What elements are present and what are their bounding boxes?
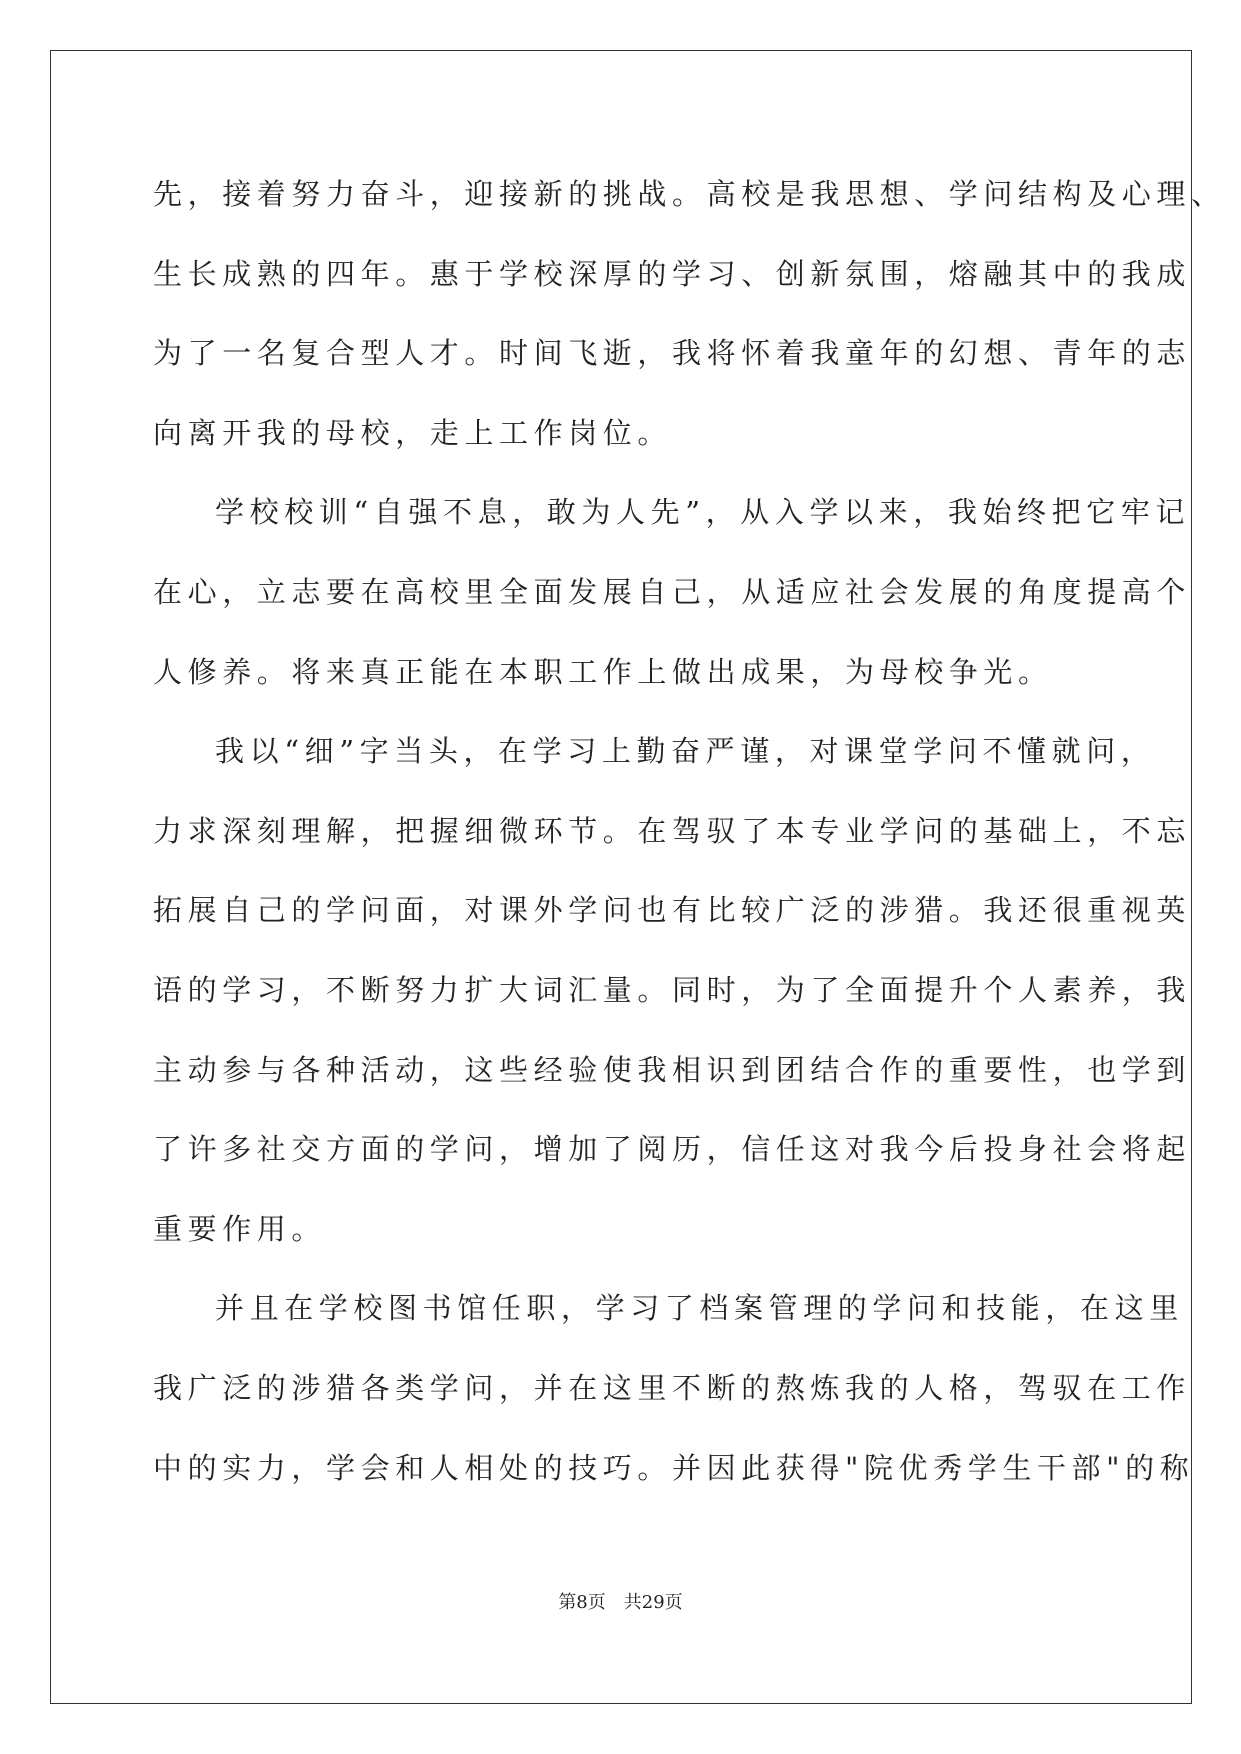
text-line: 先，接着努力奋斗，迎接新的挑战。高校是我思想、学问结构及心理、 — [153, 177, 1226, 211]
text-line: 生长成熟的四年。惠于学校深厚的学习、创新氛围，熔融其中的我成 — [153, 256, 1192, 291]
text-line: 重要作用。 — [153, 1211, 327, 1246]
total-pages-label: 共29页 — [623, 1592, 683, 1613]
text-line: 语的学习，不断努力扩大词汇量。同时，为了全面提升个人素养，我 — [153, 972, 1192, 1007]
page-footer — [0, 1588, 1241, 1614]
text-line: 人修养。将来真正能在本职工作上做出成果，为母校争光。 — [153, 654, 1053, 689]
document-body — [153, 155, 1226, 1508]
text-line: 我以“细”字当头，在学习上勤奋严谨，对课堂学问不懂就问， — [215, 734, 1156, 769]
text-line: 为了一名复合型人才。时间飞逝，我将怀着我童年的幻想、青年的志 — [153, 336, 1192, 371]
text-line: 向离开我的母校，走上工作岗位。 — [153, 415, 673, 450]
text-line: 了许多社交方面的学问，增加了阅历，信任这对我今后投身社会将起 — [153, 1132, 1192, 1167]
text-line: 中的实力，学会和人相处的技巧。并因此获得"院优秀学生干部"的称 — [153, 1450, 1195, 1485]
text-line: 主动参与各种活动，这些经验使我相识到团结合作的重要性，也学到 — [153, 1052, 1192, 1087]
text-line: 拓展自己的学问面，对课外学问也有比较广泛的涉猎。我还很重视英 — [153, 893, 1192, 928]
text-line: 并且在学校图书馆任职，学习了档案管理的学问和技能，在这里 — [215, 1291, 1184, 1326]
text-line: 我广泛的涉猎各类学问，并在这里不断的熬炼我的人格，驾驭在工作 — [153, 1370, 1192, 1405]
text-line: 在心，立志要在高校里全面发展自己，从适应社会发展的角度提高个 — [153, 574, 1192, 609]
text-line: 力求深刻理解，把握细微环节。在驾驭了本专业学问的基础上，不忘 — [153, 813, 1192, 848]
current-page-label: 第8页 — [558, 1592, 606, 1613]
text-line: 学校校训“自强不息，敢为人先”，从入学以来，我始终把它牢记 — [215, 495, 1191, 530]
